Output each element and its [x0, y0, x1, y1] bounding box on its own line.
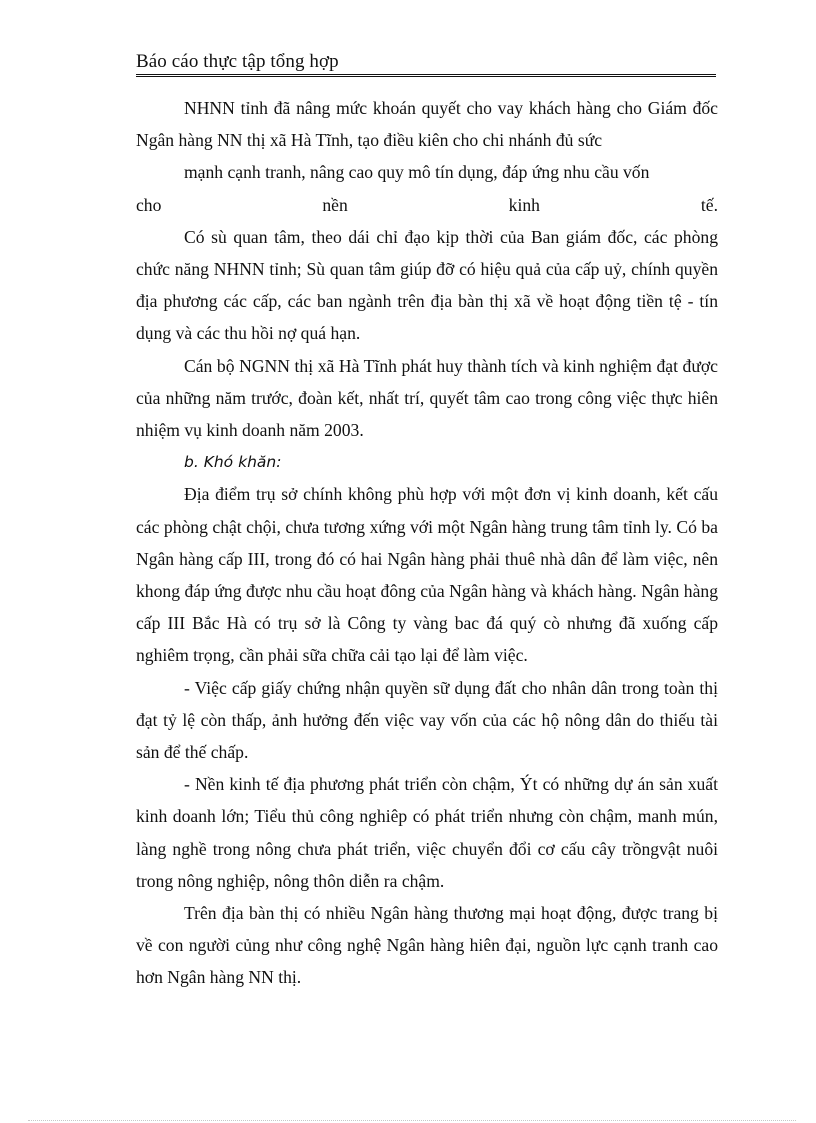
paragraph-7: Trên địa bàn thị có nhiều Ngân hàng thương mại hoạt động, được trang bị về con người củng như công nghệ Ngân hàng hiên đại, nguồn lực cạnh tranh cao hơn Ngân hàng NN thị. — [136, 903, 718, 988]
footer-divider — [28, 1120, 796, 1121]
paragraph-1-line-2: mạnh cạnh tranh, nâng cao quy mô tín dụng, đáp ứng nhu cầu vốn — [184, 162, 650, 183]
header-title: Báo cáo thực tập tổng hợp — [136, 51, 339, 72]
paragraph-4: Địa điểm trụ sở chính không phù hợp với một đơn vị kinh doanh, kết cấu các phòng chật chội, chưa tương xứng với một Ngân hàng trung tâm tỉnh ly. Có ba Ngân hàng cấp III, trong đó có hai Ngân hàng phải thuê nhà dân để làm việc, nên khong đáp ứng được nhu cầu hoạt đông của Ngân hàng và khách hàng. Ngân hàng cấp III Bắc Hà có trụ sở là Công ty vàng bac đá quý cò nhưng đã xuống cấp nghiêm trọng, cần phải sữa chữa cải tạo lại để làm việc. — [136, 484, 718, 666]
paragraph-3: Cán bộ NGNN thị xã Hà Tĩnh phát huy thành tích và kinh nghiệm đạt được của những năm trước, đoàn kết, nhất trí, quyết tâm cao trong công việc thực hiên nhiệm vụ kinh doanh năm 2003. — [136, 355, 718, 441]
paragraph-1-line-1: NHNN tỉnh đã nâng mức khoán quyết cho vay khách hàng cho Giám đốc Ngân hàng NN thị xã Hà Tĩnh, tạo điều kiên cho chi nhánh đủ sức — [136, 98, 718, 151]
document-body — [136, 92, 718, 994]
paragraph-6: - Nền kinh tế địa phương phát triển còn chậm, Ýt có những dự án sản xuất kinh doanh lớn; Tiểu thủ công nghiêp có phát triển nhưng còn chậm, manh mún, làng nghề trong nông chưa phát triển, việc chuyển đổi cơ cấu cây trồngvật nuôi trong nông nghiệp, nông thôn diễn ra chậm. — [136, 774, 718, 891]
paragraph-1-line-3: cho nền kinh tế. — [136, 194, 718, 215]
section-heading-kho-khan: b. Khó khăn: — [184, 453, 282, 472]
paragraph-2: Có sù quan tâm, theo dái chỉ đạo kịp thời của Ban giám đốc, các phòng chức năng NHNN tỉnh; Sù quan tâm giúp đỡ có hiệu quả của cấp uỷ, chính quyền địa phương các cấp, các ban ngành trên địa bàn thị xã về hoạt động tiền tệ - tín dụng và các thu hồi nợ quá hạn. — [136, 226, 718, 344]
paragraph-5: - Việc cấp giấy chứng nhận quyền sữ dụng đất cho nhân dân trong toàn thị đạt tỷ lệ còn thấp, ảnh hưởng đến việc vay vốn của các hộ nông dân do thiếu tài sản để thế chấp. — [136, 677, 718, 763]
page-header — [136, 48, 716, 77]
